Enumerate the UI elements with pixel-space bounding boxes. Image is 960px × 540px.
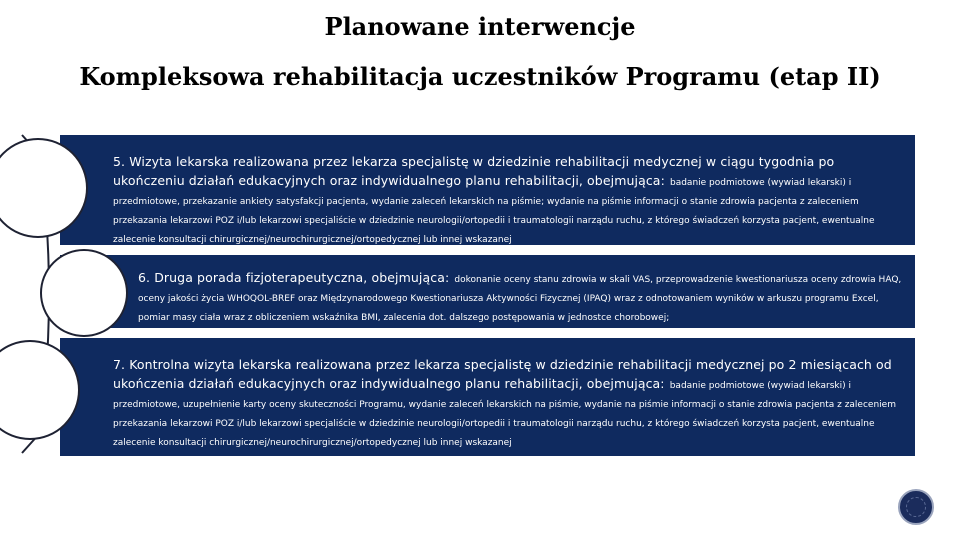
list-item-physio-6 (60, 255, 915, 328)
list-item-visit-7 (60, 338, 915, 456)
item-detail: badanie podmiotowe (wywiad lekarski) i przedmiotowe, uzupełnienie karty oceny skuteczności Programu, wydanie zaleceń lekarskich na piśmie, wydanie na piśmie informacji o stanie zdrowia pacjenta z zaleceniem przekazania lekarzowi POZ i/lub lekarzowi specjaliście w dziedzinie neurologii/ortopedii i traumatologii narządu ruchu, z którego świadczeń korzysta pacjent, ewentualne zalecenie konsultacji chirurgicznej/neurochirurgicznej/ortopedycznej lub innej wskazanej (113, 381, 896, 448)
item-lead: 5. Wizyta lekarska realizowana przez lekarza specjalistę w dziedzinie rehabilitacji medycznej w ciągu tygodnia po ukończeniu działań edukacyjnych oraz indywidualnego planu rehabilitacji, obejmująca: (113, 154, 835, 188)
item-lead: 6. Druga porada fizjoterapeutyczna, obejmująca: (138, 270, 450, 285)
page-subtitle: Kompleksowa rehabilitacja uczestników Programu (etap II) (79, 62, 881, 91)
item-detail: dokonanie oceny stanu zdrowia w skali VAS, przeprowadzenie kwestionariusza oceny zdrowia HAQ, oceny jakości życia WHOQOL-BREF oraz Międzynarodowego Kwestionariusza Aktywności Fizycznej (IPAQ) wraz z odnotowaniem wyników w arkuszu programu Excel, pomiar masy ciała wraz z obliczeniem wskaźnika BMI, zalecenia dot. dalszego postępowania w jednostce chorobowej; (138, 275, 902, 323)
item-lead: 7. Kontrolna wizyta lekarska realizowana przez lekarza specjalistę w dziedzinie rehabilitacji medycznej po 2 miesiącach od ukończenia działań edukacyjnych oraz indywidualnego planu rehabilitacji, obejmująca: (113, 357, 892, 391)
item-detail: badanie podmiotowe (wywiad lekarski) i przedmiotowe, przekazanie ankiety satysfakcji pacjenta, wydanie zaleceń lekarskich na piśmie; wydanie na piśmie informacji o stanie zdrowia pacjenta z zaleceniem przekazania lekarzowi POZ i/lub lekarzowi specjaliście w dziedzinie neurologii/ortopedii i traumatologii narządu ruchu, z którego świadczeń korzysta pacjent, ewentualne zalecenie konsultacji chirurgicznej/neurochirurgicznej/ortopedycznej lub innej wskazanej (113, 178, 875, 245)
logo-icon (898, 489, 934, 525)
list-item-visit-5 (60, 135, 915, 245)
bullet-circle (40, 249, 128, 337)
page-title: Planowane interwencje (324, 12, 636, 41)
